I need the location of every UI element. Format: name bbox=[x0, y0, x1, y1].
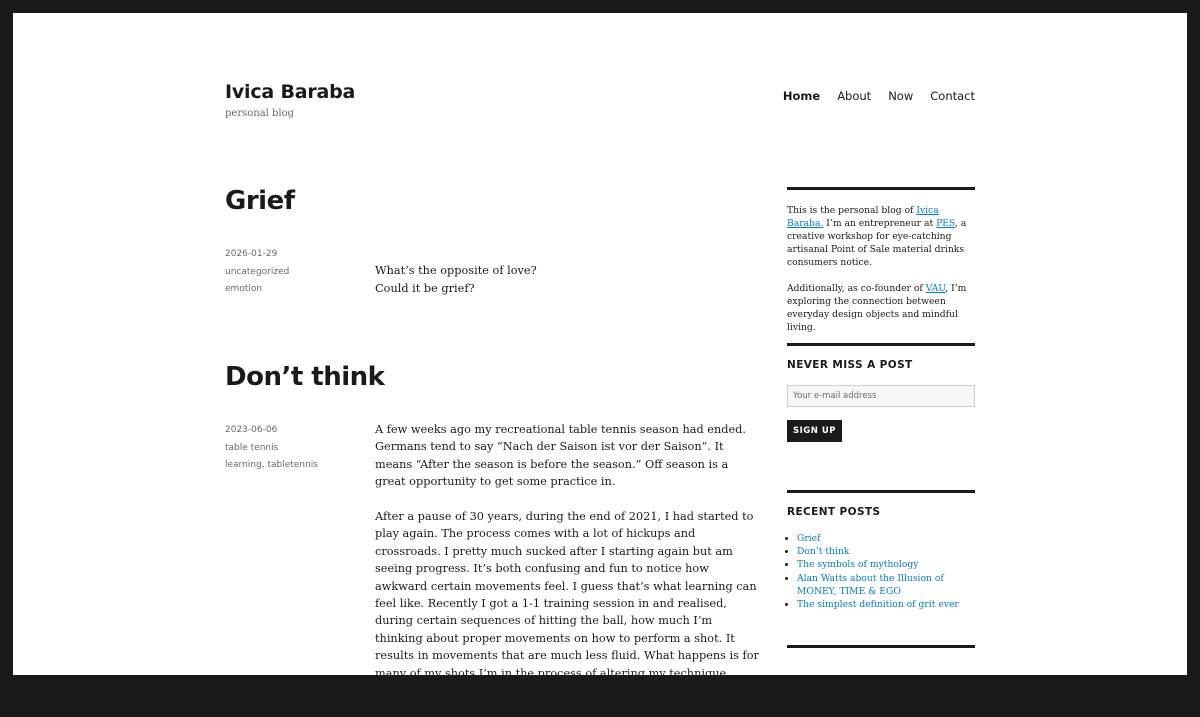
recent-posts-list bbox=[787, 532, 975, 611]
list-item bbox=[797, 598, 975, 611]
site-header bbox=[225, 81, 975, 141]
main-nav bbox=[783, 89, 975, 103]
pes-link[interactable]: PES bbox=[936, 218, 955, 229]
post-paragraph: A few weeks ago my recreational table tennis season had ended. Germans tend to say “Nach der Saison ist vor der Saison”. It means “After the season is before the season.” Off season is a great opportunity to get some practice in. bbox=[375, 423, 746, 489]
recent-posts-widget bbox=[787, 490, 975, 611]
post-content bbox=[375, 421, 760, 717]
email-input[interactable] bbox=[787, 385, 975, 407]
recent-post-link[interactable]: The simplest definition of grit ever bbox=[797, 599, 959, 611]
about-text-part: This is the personal blog of bbox=[787, 205, 917, 216]
about-text-part: , a creative workshop for eye-catching artisanal Point of Sale material drinks consumers notice. bbox=[787, 218, 967, 268]
site-description: personal blog bbox=[225, 108, 295, 119]
list-item bbox=[797, 572, 975, 598]
vau-link[interactable]: VAU bbox=[925, 283, 946, 294]
post-tags[interactable]: learning, tabletennis bbox=[225, 460, 318, 470]
post-title[interactable]: Grief bbox=[225, 186, 295, 216]
recent-post-link[interactable]: Grief bbox=[797, 533, 821, 544]
post-grief bbox=[225, 186, 755, 295]
post-tags[interactable]: emotion bbox=[225, 284, 263, 294]
newsletter-title: NEVER MISS A POST bbox=[787, 359, 913, 371]
post-meta bbox=[225, 422, 365, 475]
recent-post-link[interactable]: The symbols of mythology bbox=[797, 559, 919, 571]
about-paragraph bbox=[787, 282, 975, 334]
nav-home[interactable]: Home bbox=[782, 89, 821, 103]
site-title[interactable]: Ivica Baraba bbox=[225, 81, 356, 103]
page-frame bbox=[13, 13, 1187, 698]
nav-about[interactable]: About bbox=[837, 89, 872, 103]
about-text bbox=[787, 204, 975, 334]
post-title[interactable]: Don’t think bbox=[225, 362, 385, 392]
about-paragraph bbox=[787, 204, 975, 269]
post-category[interactable]: uncategorized bbox=[225, 266, 290, 277]
recent-post-link[interactable]: Don’t think bbox=[797, 546, 850, 558]
nav-now[interactable]: Now bbox=[888, 89, 914, 103]
about-text-part: , I’m exploring the connection between everyday design objects and mindful living. bbox=[787, 283, 967, 333]
post-category[interactable]: table tennis bbox=[225, 442, 279, 453]
about-text-part: I’m an entrepreneur at bbox=[823, 218, 937, 229]
about-text-part: Additionally, as co-founder of bbox=[787, 283, 926, 294]
list-item bbox=[797, 545, 975, 558]
newsletter-widget bbox=[787, 343, 975, 442]
post-dont-think bbox=[225, 362, 759, 698]
post-meta bbox=[225, 246, 365, 299]
about-widget bbox=[787, 187, 975, 347]
next-widget-divider bbox=[787, 645, 975, 648]
post-paragraph: What’s the opposite of love? Could it be grief? bbox=[375, 264, 537, 295]
sign-up-button[interactable]: SIGN UP bbox=[787, 420, 842, 442]
post-content bbox=[375, 245, 760, 332]
post-date[interactable]: 2023-06-06 bbox=[225, 425, 278, 435]
nav-contact[interactable]: Contact bbox=[930, 89, 975, 103]
recent-posts-title: RECENT POSTS bbox=[787, 506, 881, 518]
author-link[interactable]: Ivica Baraba. bbox=[787, 205, 939, 229]
list-item bbox=[797, 558, 975, 571]
post-date[interactable]: 2026-01-29 bbox=[225, 249, 278, 259]
recent-post-link[interactable]: Alan Watts about the Illusion of MONEY, TIME & EGO bbox=[797, 572, 944, 597]
post-paragraph: After a pause of 30 years, during the end of 2021, I had started to play again. The process comes with a lot of hickups and crossroads. I pretty much sucked after I starting again but am seeing progress. It’s both confusing and fun to notice how awkward certain movements feel. I guess that’s what learning can feel like. Recently I got a 1-1 training session in and realised, during certain sequences of hitting the ball, how much I’m thinking about proper movements on how to perform a shot. It results in movements that are much less fluid. What happens is for many of my shots I’m in the process of altering my technique. Why? Because a lot of my movements, bbox=[375, 510, 759, 698]
list-item bbox=[797, 532, 975, 545]
